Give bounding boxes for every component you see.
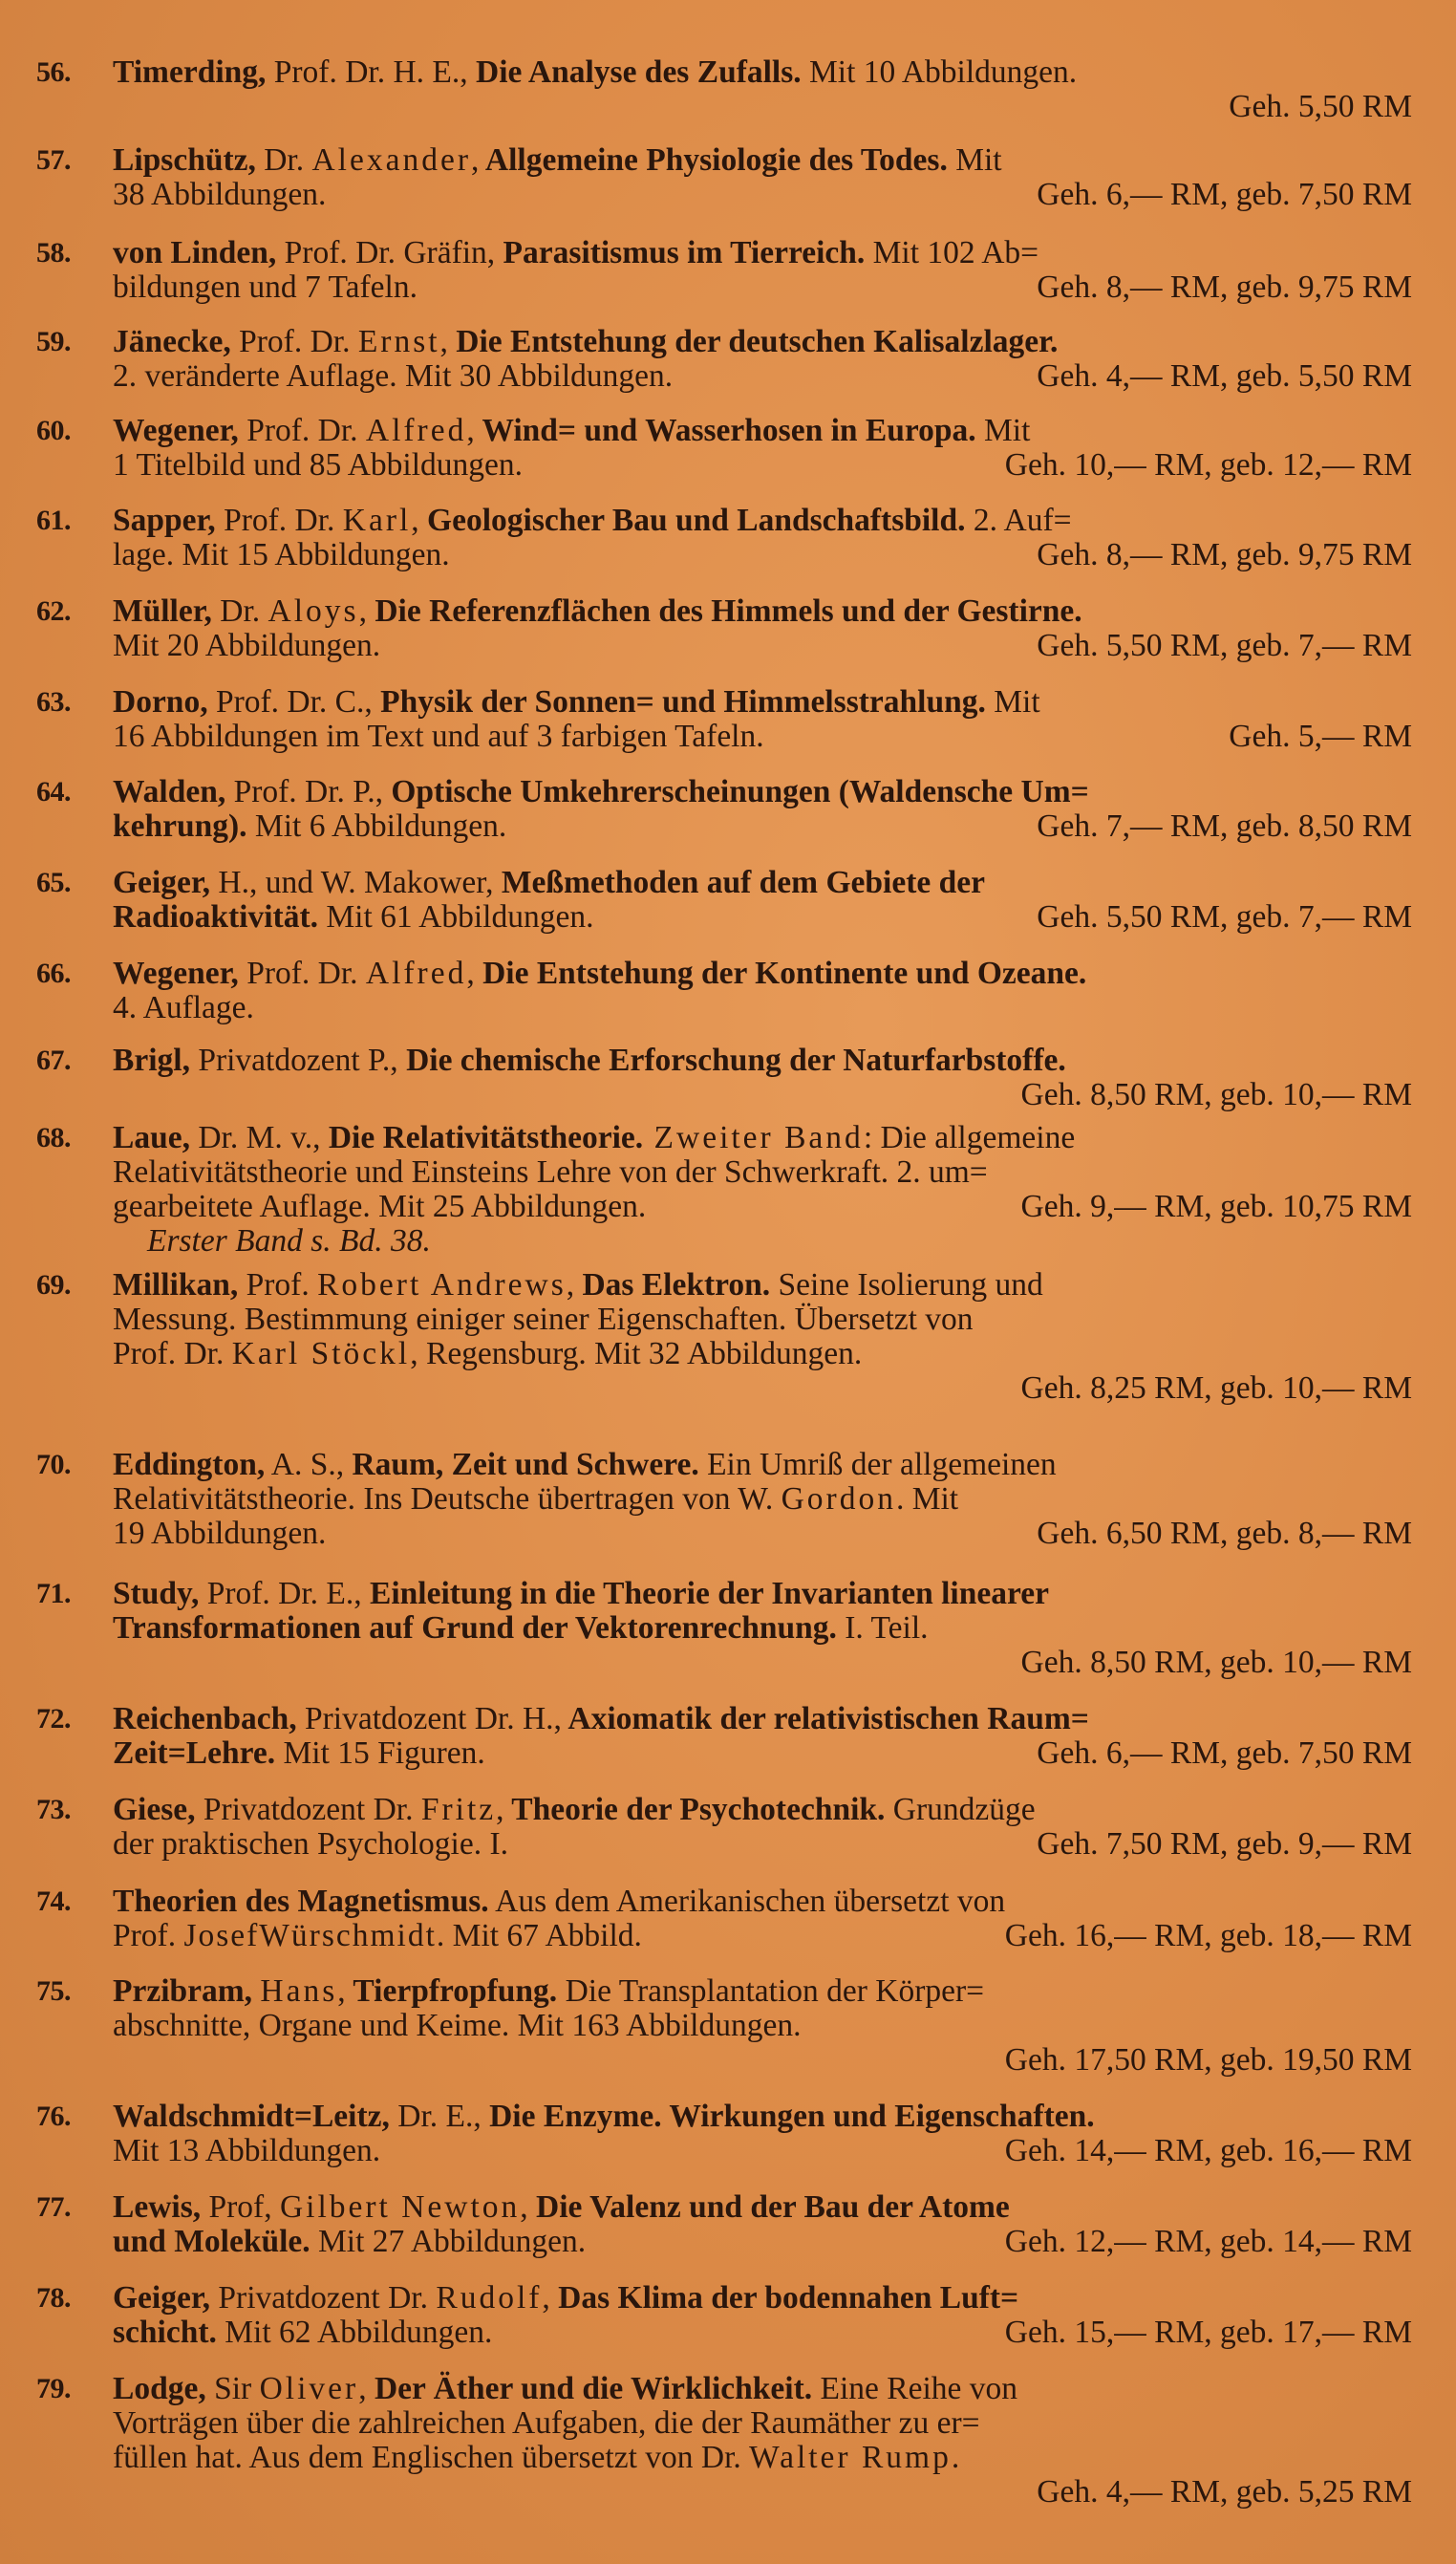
author-detail: Sir [205, 2371, 260, 2406]
book-title-continued: und Moleküle. [113, 2224, 310, 2259]
entry-number: 78. [36, 2282, 71, 2314]
entry-76 [36, 2100, 1412, 2168]
author-detail: Dr. [255, 142, 312, 178]
entry-66 [36, 957, 1412, 1025]
author: Reichenbach, [113, 1701, 297, 1736]
entry-65 [36, 866, 1412, 935]
entry-70 [36, 1448, 1412, 1551]
author-detail: Prof. Dr. [230, 324, 358, 359]
price: Geh. 8,— RM, geb. 9,75 RM [1037, 537, 1412, 572]
price: Geh. 4,— RM, geb. 5,50 RM [1037, 358, 1412, 394]
description: , Regensburg. Mit 32 Abbildungen. [410, 1336, 863, 1371]
description: Seine Isolierung und [770, 1267, 1043, 1303]
author: Walden, [113, 774, 226, 809]
price: Geh. 7,50 RM, geb. 9,— RM [1037, 1826, 1412, 1862]
entry-number: 66. [36, 958, 71, 989]
book-title: Axiomatik der relativistischen Raum= [561, 1701, 1089, 1736]
price: Geh. 16,— RM, geb. 18,— RM [1004, 1918, 1412, 1953]
entry-69 [36, 1268, 1412, 1406]
price: Geh. 9,— RM, geb. 10,75 RM [1020, 1189, 1412, 1224]
author-given-name: Robert Andrews [317, 1267, 567, 1303]
book-title-continued: schicht. [113, 2315, 217, 2350]
description: Die Transplantation der Körper= [557, 1973, 985, 2009]
entry-73 [36, 1793, 1412, 1862]
entry-number: 60. [36, 415, 71, 446]
description: 1 Titelbild und 85 Abbildungen. [113, 447, 524, 483]
entry-number: 70. [36, 1449, 71, 1480]
author-detail: , [496, 1792, 504, 1827]
description: . [951, 2440, 960, 2475]
book-title: Parasitismus im Tierreich. [495, 235, 866, 270]
author: Lodge, [113, 2371, 206, 2406]
author-detail: Prof. [238, 1267, 318, 1303]
entry-number: 59. [36, 326, 71, 357]
author: Lipschütz, [113, 142, 256, 178]
entry-number: 71. [36, 1578, 71, 1609]
author: von Linden, [113, 235, 277, 270]
description: Prof. Dr. [113, 1336, 232, 1371]
entry-75 [36, 1974, 1412, 2078]
author-detail: , [358, 2371, 367, 2406]
author: Millikan, [113, 1267, 239, 1303]
author-detail: Prof. Dr. [215, 503, 343, 538]
description: Relativitätstheorie und Einsteins Lehre von der Schwerkraft. 2. um= [113, 1154, 988, 1190]
price: Geh. 5,50 RM, geb. 7,— RM [1037, 899, 1412, 935]
description: Messung. Bestimmung einiger seiner Eigenschaften. Übersetzt von [113, 1302, 974, 1337]
author-detail: Dr. E., [389, 2099, 482, 2134]
entry-number: 58. [36, 237, 71, 269]
author-detail: , [411, 503, 419, 538]
translator-name: Walter Rump [749, 2440, 952, 2475]
price: Geh. 6,— RM, geb. 7,50 RM [1037, 1735, 1412, 1771]
description: Mit 10 Abbildungen. [801, 54, 1078, 90]
book-title: Das Elektron. [574, 1267, 771, 1303]
price: Geh. 7,— RM, geb. 8,50 RM [1037, 808, 1412, 844]
description: Mit [975, 413, 1031, 448]
description: Mit 20 Abbildungen. [113, 628, 381, 663]
entry-68 [36, 1121, 1412, 1259]
book-title: Die Analyse des Zufalls. [467, 54, 802, 90]
entry-number: 75. [36, 1975, 71, 2007]
cross-reference: Erster Band s. Bd. 38. [147, 1223, 431, 1259]
entry-number: 62. [36, 595, 71, 627]
description: : Die allgemeine [863, 1120, 1076, 1155]
author: Lewis, [113, 2189, 202, 2225]
book-title: Der Äther und die Wirklichkeit. [366, 2371, 813, 2406]
book-title: Die Entstehung der Kontinente und Ozeane. [474, 956, 1087, 991]
price: Geh. 10,— RM, geb. 12,— RM [1004, 447, 1412, 483]
description: 19 Abbildungen. [113, 1516, 327, 1551]
entry-number: 63. [36, 686, 71, 718]
author-detail: Dr. [211, 593, 268, 629]
description: lage. Mit 15 Abbildungen. [113, 537, 450, 572]
entry-72 [36, 1702, 1412, 1771]
description: Mit [985, 684, 1040, 720]
description: 16 Abbildungen im Text und auf 3 farbigen Tafeln. [113, 719, 764, 754]
author-detail: , [542, 2280, 550, 2316]
description: . Mit 67 Abbild. [436, 1918, 642, 1953]
entry-64 [36, 775, 1412, 844]
entry-number: 68. [36, 1122, 71, 1153]
entry-number: 76. [36, 2101, 71, 2132]
author-detail: Privatdozent Dr. [195, 1792, 421, 1827]
description: I. Teil. [836, 1610, 929, 1646]
description: 4. Auflage. [113, 990, 254, 1025]
author: Dorno, [113, 684, 208, 720]
author-given-name: Oliver [259, 2371, 359, 2406]
price: Geh. 8,50 RM, geb. 10,— RM [1020, 1645, 1412, 1680]
author-detail: Prof. Dr. E., [199, 1576, 362, 1611]
entry-number: 57. [36, 144, 71, 176]
entry-number: 61. [36, 505, 71, 536]
price: Geh. 5,— RM [1229, 719, 1412, 754]
book-title: Die Referenzflächen des Himmels und der Gestirne. [366, 593, 1082, 629]
author-given-name: Gilbert Newton [279, 2189, 521, 2225]
entry-79 [36, 2372, 1412, 2510]
book-title: Einleitung in die Theorie der Invarianten linearer [361, 1576, 1049, 1611]
price: Geh. 5,50 RM [1229, 89, 1412, 124]
author-detail: Privatdozent P., [189, 1043, 398, 1078]
description: Mit [947, 142, 1002, 178]
entry-62 [36, 594, 1412, 663]
author: Timerding, [113, 54, 267, 90]
book-title: Allgemeine Physiologie des Todes. [479, 142, 948, 178]
author-detail: , [358, 593, 367, 629]
description: 2. veränderte Auflage. Mit 30 Abbildungen. [113, 358, 674, 394]
author-detail: Prof. Dr. [238, 956, 366, 991]
book-title: Physik der Sonnen= und Himmelsstrahlung. [372, 684, 986, 720]
author-given-name: Alexander [311, 142, 471, 178]
author-detail: Prof. Dr. P., [225, 774, 383, 809]
price: Geh. 5,50 RM, geb. 7,— RM [1037, 628, 1412, 663]
entry-77 [36, 2190, 1412, 2259]
volume-label: Zweiter Band [643, 1120, 864, 1155]
author: Waldschmidt=Leitz, [113, 2099, 390, 2134]
entry-number: 65. [36, 867, 71, 898]
author-detail: Prof. Dr. H. E., [266, 54, 468, 90]
author: Sapper, [113, 503, 216, 538]
author-detail: Dr. M. v., [189, 1120, 321, 1155]
entry-number: 73. [36, 1794, 71, 1825]
author-detail: , [439, 324, 448, 359]
author-given-name: Alfred [365, 956, 467, 991]
book-title: Theorie der Psychotechnik. [503, 1792, 886, 1827]
author-detail: , [466, 413, 475, 448]
price: Geh. 14,— RM, geb. 16,— RM [1004, 2133, 1412, 2168]
description: füllen hat. Aus dem Englischen übersetzt von Dr. [113, 2440, 750, 2475]
book-title-continued: Transformationen auf Grund der Vektorenrechnung. [113, 1610, 837, 1646]
author: Jänecke, [113, 324, 231, 359]
author-detail: Prof. Dr. Gräfin, [276, 235, 496, 270]
book-title: Das Klima der bodennahen Luft= [549, 2280, 1019, 2316]
author: Geiger, [113, 2280, 211, 2316]
book-title: Die Enzyme. Wirkungen und Eigenschaften. [481, 2099, 1095, 2134]
author: Wegener, [113, 956, 239, 991]
author-detail: , [466, 956, 475, 991]
description: der praktischen Psychologie. I. [113, 1826, 508, 1862]
book-title: Die chemische Erforschung der Naturfarbstoffe. [397, 1043, 1066, 1078]
entry-67 [36, 1044, 1412, 1112]
entry-71 [36, 1577, 1412, 1680]
author-detail: , [471, 142, 480, 178]
price: Geh. 8,— RM, geb. 9,75 RM [1037, 269, 1412, 305]
author: Brigl, [113, 1043, 190, 1078]
author-detail: , [566, 1267, 575, 1303]
description: Relativitätstheorie. Ins Deutsche übertragen von W. [113, 1481, 782, 1517]
price: Geh. 12,— RM, geb. 14,— RM [1004, 2224, 1412, 2259]
author-detail: Prof, [201, 2189, 280, 2225]
entry-number: 72. [36, 1703, 71, 1734]
description: Mit 102 Ab= [865, 235, 1039, 270]
author: Laue, [113, 1120, 190, 1155]
author-given-name: Karl [342, 503, 412, 538]
translator-name: Karl Stöckl [231, 1336, 411, 1371]
entry-number: 79. [36, 2373, 71, 2404]
book-title-continued: kehrung). [113, 808, 247, 844]
author-detail: , [520, 2189, 528, 2225]
author: Giese, [113, 1792, 196, 1827]
author: Geiger, [113, 865, 211, 900]
translator-name: JosefWürschmidt [183, 1918, 437, 1953]
author-detail: Privatdozent Dr. H., [296, 1701, 562, 1736]
description: Mit 62 Abbildungen. [216, 2315, 493, 2350]
book-title-continued: Radioaktivität. [113, 899, 318, 935]
book-title: Die Valenz und der Bau der Atome [527, 2189, 1010, 2225]
description: Mit 15 Figuren. [275, 1735, 485, 1771]
book-title: Wind= und Wasserhosen in Europa. [474, 413, 976, 448]
description: Mit 13 Abbildungen. [113, 2133, 381, 2168]
description: Vorträgen über die zahlreichen Aufgaben, die der Raumäther zu er= [113, 2405, 980, 2441]
description: Mit 61 Abbildungen. [317, 899, 594, 935]
entry-56 [36, 55, 1412, 124]
entry-78 [36, 2281, 1412, 2350]
description: gearbeitete Auflage. Mit 25 Abbildungen. [113, 1189, 647, 1224]
price: Geh. 8,25 RM, geb. 10,— RM [1020, 1370, 1412, 1406]
entry-number: 56. [36, 56, 71, 88]
description: bildungen und 7 Tafeln. [113, 269, 418, 305]
author: Study, [113, 1576, 200, 1611]
author-detail: H., und W. Makower, [210, 865, 494, 900]
description: 38 Abbildungen. [113, 177, 327, 212]
author-detail: Prof. Dr. [238, 413, 366, 448]
entry-74 [36, 1885, 1412, 1953]
description: Mit 27 Abbildungen. [310, 2224, 587, 2259]
author-detail: Privatdozent Dr. [210, 2280, 437, 2316]
entry-60 [36, 414, 1412, 483]
author: Müller, [113, 593, 212, 629]
author: Przibram, [113, 1973, 253, 2009]
author: Eddington, [113, 1447, 266, 1482]
book-title: Die Relativitätstheorie. [320, 1120, 644, 1155]
entry-number: 74. [36, 1885, 71, 1917]
book-title-continued: Zeit=Lehre. [113, 1735, 276, 1771]
book-title: Die Entstehung der deutschen Kalisalzlager. [447, 324, 1059, 359]
entry-number: 64. [36, 776, 71, 808]
book-title: Tierpfropfung. [345, 1973, 558, 2009]
author-given-name: Aloys [268, 593, 359, 629]
price: Geh. 8,50 RM, geb. 10,— RM [1020, 1077, 1412, 1112]
description: 2. Auf= [965, 503, 1072, 538]
description: Prof. [113, 1918, 184, 1953]
entry-58 [36, 236, 1412, 305]
price: Geh. 4,— RM, geb. 5,25 RM [1037, 2474, 1412, 2510]
price: Geh. 6,50 RM, geb. 8,— RM [1037, 1516, 1412, 1551]
book-title: Theorien des Magnetismus. [113, 1884, 489, 1919]
author-detail: , [337, 1973, 346, 2009]
description: Aus dem Amerikanischen übersetzt von [488, 1884, 1006, 1919]
price: Geh. 15,— RM, geb. 17,— RM [1004, 2315, 1412, 2350]
description: Mit 6 Abbildungen. [246, 808, 507, 844]
entry-number: 67. [36, 1045, 71, 1076]
book-title: Meßmethoden auf dem Gebiete der [493, 865, 985, 900]
description: Grundzüge [885, 1792, 1036, 1827]
author-given-name: Ernst [357, 324, 440, 359]
author-given-name: Hans [260, 1973, 338, 2009]
author-given-name: Fritz [420, 1792, 497, 1827]
book-title: Geologischer Bau und Landschaftsbild. [418, 503, 966, 538]
description: Ein Umriß der allgemeinen [698, 1447, 1057, 1482]
book-title: Optische Umkehrerscheinungen (Waldensche Um= [382, 774, 1089, 809]
translator-name: Gordon [781, 1481, 896, 1517]
price: Geh. 6,— RM, geb. 7,50 RM [1037, 177, 1412, 212]
author-detail: A. S., [265, 1447, 345, 1482]
entry-number: 69. [36, 1269, 71, 1301]
entry-59 [36, 325, 1412, 394]
author-given-name: Alfred [365, 413, 467, 448]
price: Geh. 17,50 RM, geb. 19,50 RM [1004, 2042, 1412, 2078]
author-detail: Prof. Dr. C., [207, 684, 373, 720]
entry-57 [36, 143, 1412, 212]
entry-number: 77. [36, 2191, 71, 2223]
entry-63 [36, 685, 1412, 754]
description: abschnitte, Organe und Keime. Mit 163 Abbildungen. [113, 2008, 802, 2043]
description: . Mit [895, 1481, 959, 1517]
book-title: Raum, Zeit und Schwere. [344, 1447, 699, 1482]
description: Eine Reihe von [812, 2371, 1018, 2406]
author: Wegener, [113, 413, 239, 448]
author-given-name: Rudolf [436, 2280, 543, 2316]
entry-61 [36, 504, 1412, 572]
